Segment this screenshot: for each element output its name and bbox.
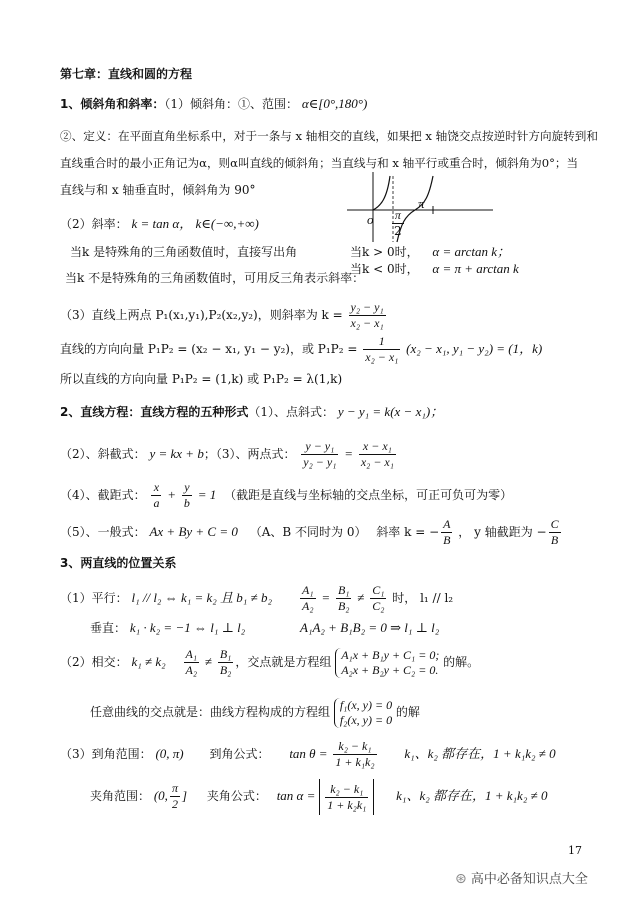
direction-vector-line: 直线的方向向量 P₁P₂ = (x₂ − x₁, y₁ − y₂)，或 P₁P₂ = $\frac{1}{\text{x₂ − x₁}}$ (x₂ − x₁, y₁ − y₂) = (1，k): [60, 334, 543, 364]
case-positive-slope: 当k > 0时， α = arctan k；: [350, 244, 510, 259]
curve-intersection-line: 任意曲线的交点就是：曲线方程构成的方程组 f₁(x, y) = 0 f₂(x, y) = 0 的解: [90, 697, 420, 727]
slope-formula: k = tan α， k∈(−∞,+∞): [131, 216, 259, 231]
section1-line1: [60, 96, 367, 112]
curve-system: f₁(x, y) = 0 f₂(x, y) = 0: [334, 698, 392, 728]
intercept-form-line: （4）、截距式： $\frac{x}{a}$ + $\frac{y}{b}$ = 1 （截距是直线与坐标轴的交点坐标，可正可负可为零）: [60, 480, 513, 510]
parallel-general-condition: $\frac{\text{A₁}}{\text{A₂}}$ = $\frac{\text{B₁}}{\text{B₂}}$ ≠ $\frac{\text{C₁}}{\text{C₂}}$ 时， l₁ // l₂: [302, 583, 454, 613]
watermark: ⊛ 高中必备知识点大全: [455, 871, 588, 887]
inclination-label: （1）倾斜角：①、范围：: [164, 97, 298, 111]
definition-line2: 直线重合时的最小正角记为α，则α叫直线的倾斜角；当直线与和 x 轴平行或重合时，倾斜角为0°；当: [60, 156, 579, 170]
slope-label: （2）斜率：: [60, 217, 128, 231]
perpendicular-line: 垂直： k₁ · k₂ = −1 ⇔ l₁ ⊥ l₂: [90, 620, 246, 635]
section3-heading: 3、两直线的位置关系: [60, 556, 177, 570]
two-point-slope: （3）直线上两点 P₁(x₁,y₁),P₂(x₂,y₂)，则斜率为 k = $\frac{\text{y₂ − y₁}}{\text{x₂ − x₁}}$: [60, 300, 384, 330]
definition-line3: 直线与和 x 轴垂直时，倾斜角为 90°: [60, 183, 256, 197]
point-slope-form: y − y₁ = k(x − x₁)；: [337, 404, 444, 419]
slope-intercept-form: y = kx + b: [149, 446, 204, 461]
case-negative-slope: 当k < 0时， α = π + arctan k: [350, 261, 519, 276]
section2-heading: 2、直线方程：直线方程的五种形式: [60, 405, 249, 419]
graph-half-pi-label: $\frac{\pi}{2}$: [394, 208, 402, 238]
page-number: 17: [568, 844, 582, 857]
included-angle-line: 夹角范围： (0, $\frac{\pi}{2}$ ] 夹角公式： tan α = $\frac{\text{k₂ − k₁}}{\text{1 + k₂k₁}}$ k₁、k₂ 都存在，1 + k₁k₂ ≠ 0: [90, 778, 547, 814]
direction-vector-final: 所以直线的方向向量 P₁P₂ = (1,k) 或 P₁P₂ = λ(1,k): [60, 372, 343, 386]
definition-line1: ②、定义：在平面直角坐标系中，对于一条与 x 轴相交的直线，如果把 x 轴饶交点按逆时针方向旋转到和: [60, 129, 598, 143]
to-angle-line: （3）到角范围： (0, π) 到角公式： tan θ = $\frac{\text{k₂ − k₁}}{\text{1 + k₁k₂}}$ k₁、k₂ 都存在，1 + k₁k₂ ≠ 0: [60, 739, 556, 769]
nonspecial-angle-note: 当k 不是特殊角的三角函数值时，可用反三角表示斜率：: [65, 271, 365, 285]
section2-line1: 2、直线方程：直线方程的五种形式（1）、点斜式： y − y₁ = k(x − x₁)；: [60, 404, 444, 419]
wechat-icon: ⊛: [455, 871, 467, 887]
special-angle-note: 当k 是特殊角的三角函数值时，直接写出角: [70, 245, 298, 259]
inclination-range: α∈[0°,180°): [301, 96, 368, 111]
slope-line: [60, 216, 259, 232]
graph-origin-label: o: [367, 212, 374, 227]
intersection-system: A₁x + B₁y + C₁ = 0; A₂x + B₂y + C₂ = 0.: [335, 648, 439, 678]
general-form-line: （5）、一般式： Ax + By + C = 0 （A、B 不同时为 0） 斜率 k = − $\frac{A}{B}$ ， y 轴截距为 − $\frac{C}{B}$: [60, 517, 559, 547]
perpendicular-general-condition: A₁A₂ + B₁B₂ = 0 ⇒ l₁ ⊥ l₂: [300, 620, 440, 635]
section1-heading: 1、倾斜角和斜率：: [60, 97, 165, 111]
intersect-line: （2）相交： k₁ ≠ k₂ $\frac{\text{A₁}}{\text{A₂}}$ ≠ $\frac{\text{B₁}}{\text{B₂}}$ ，交点就是方程组 A₁x + B₁y + C₁ = 0; A₂x + B₂y + C₂ = 0. 的解。: [60, 647, 480, 677]
graph-pi-label: π: [418, 196, 425, 211]
chapter-title: 第七章：直线和圆的方程: [60, 67, 193, 81]
parallel-line: （1）平行： l₁ // l₂ ⇔ k₁ = k₂ 且 b₁ ≠ b₂: [60, 590, 272, 605]
slope-intercept-two-point-line: （2）、斜截式： y = kx + b；（3）、两点式： $\frac{\text{y − y₁}}{\text{y₂ − y₁}}$ = $\frac{\text{x − x₁}}{\text{x₂ − x₁}}$: [60, 439, 394, 469]
